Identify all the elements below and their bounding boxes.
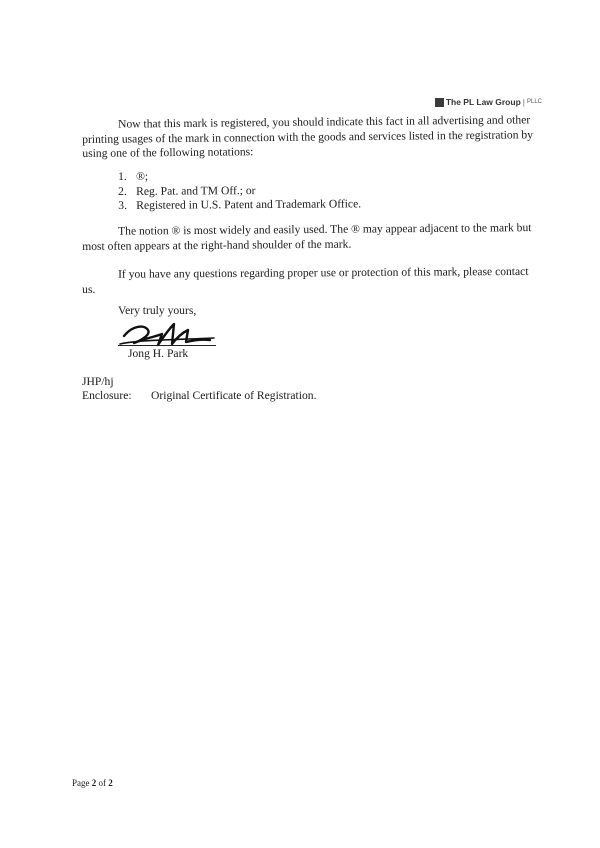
closing-salutation: Very truly yours, <box>118 304 197 317</box>
reference-initials: JHP/hj <box>82 375 114 388</box>
body-paragraph-contact: If you have any questions regarding proper use or protection of this mark, please contact us. <box>82 264 529 296</box>
enclosure-line <box>82 389 316 402</box>
signature-line <box>118 345 216 346</box>
list-item-number: 1. <box>118 169 127 183</box>
notation-list <box>118 168 361 213</box>
firm-name: The PL Law Group <box>445 97 521 107</box>
body-paragraph-registration-notice: Now that this mark is registered, you should indicate this fact in all advertising and other printing usages of the mark in connection with the goods and services listed in the registration by using one of the following notations: <box>82 113 534 160</box>
enclosure-value: Original Certificate of Registration. <box>151 389 317 402</box>
list-item-text: Reg. Pat. and TM Off.; or <box>136 183 256 198</box>
list-item-number: 3. <box>118 198 127 212</box>
current-page-number: 2 <box>91 778 97 788</box>
list-item <box>118 197 361 213</box>
list-item-number: 2. <box>118 184 127 198</box>
body-paragraph-notation-usage: The notion ® is most widely and easily used. The ® may appear adjacent to the mark but most often appears at the right-hand shoulder of the mark. <box>82 221 532 253</box>
enclosure-label: Enclosure: <box>82 389 132 402</box>
signer-name: Jong H. Park <box>128 347 189 360</box>
list-item-text: ®; <box>135 169 149 183</box>
firm-logo-block-icon <box>435 98 444 107</box>
firm-suffix: PLLC <box>526 99 542 105</box>
list-item-text: Registered in U.S. Patent and Trademark Office. <box>136 197 362 212</box>
total-pages-number: 2 <box>108 778 113 788</box>
page-number-footer <box>72 778 113 788</box>
page-of-label: of <box>98 778 106 788</box>
page-label: Page <box>72 778 90 788</box>
letterhead-separator: | <box>522 97 525 107</box>
letterhead <box>435 97 542 107</box>
